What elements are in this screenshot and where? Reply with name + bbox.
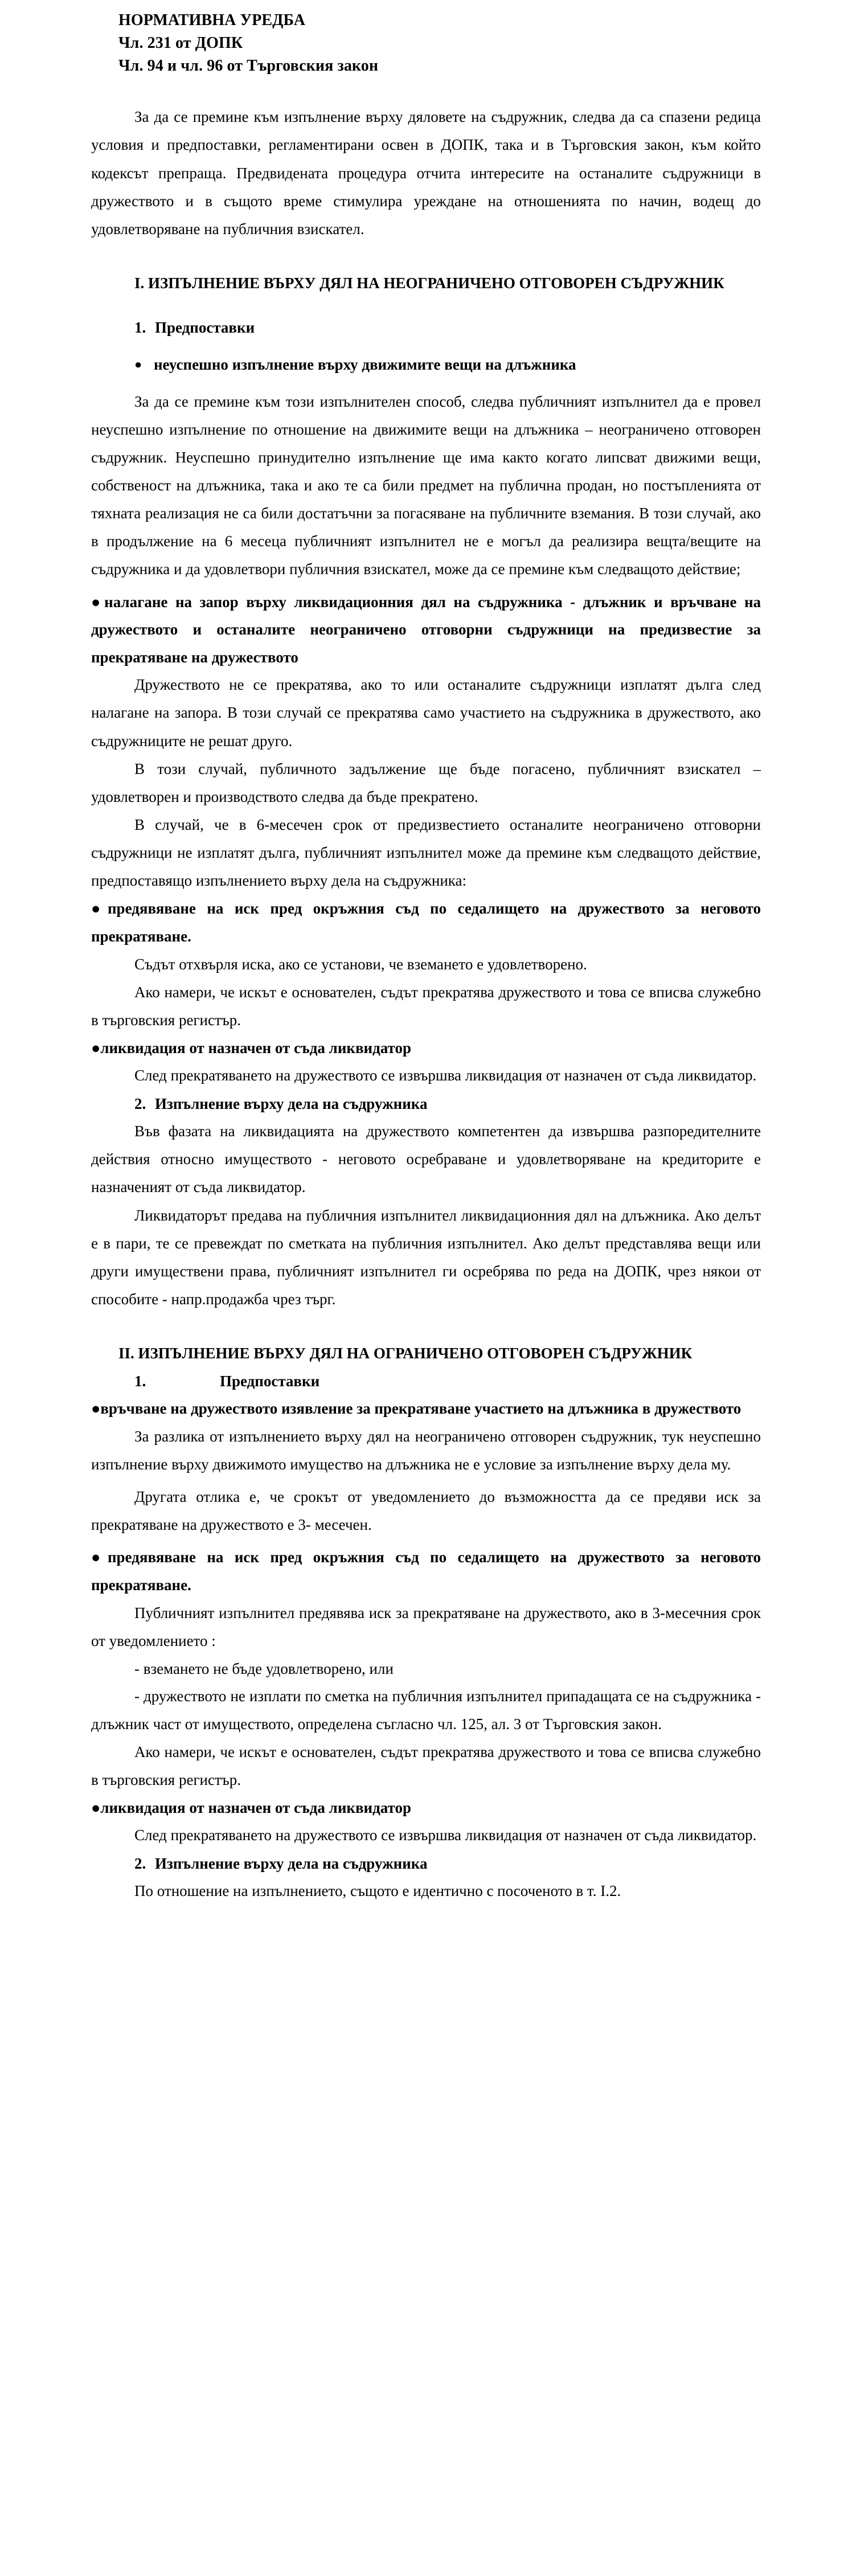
section-one-bullet-4-text: ликвидация от назначен от съда ликвидатор xyxy=(100,1039,411,1056)
section-two-sub-one-title: Предпоставки xyxy=(220,1372,320,1390)
section-one-sub-one-heading xyxy=(91,314,761,342)
spacer-before-section-two-bullet-2 xyxy=(91,1539,761,1543)
section-one-bullet-3-text: предявяване на иск пред окръжния съд по седалището на дружеството за неговото прекратяване. xyxy=(91,900,761,945)
section-one-para-3a: Съдът отхвърля иска, ако се установи, че вземането е удовлетворено. xyxy=(134,955,587,973)
section-two-bullet-1 xyxy=(91,1395,761,1423)
section-one-bullet-2 xyxy=(91,588,761,671)
document-title-article-94-96: Чл. 94 и чл. 96 от Търговския закон xyxy=(118,56,379,75)
section-two-para-after-dashes: Ако намери, че искът е основателен, съдът прекратява дружеството и това се вписва служебно в търговския регистър. xyxy=(91,1743,761,1788)
bullet-icon: ● xyxy=(134,357,142,372)
section-two-sub-two-para: По отношение на изпълнението, същото е идентично с посоченото в т. I.2. xyxy=(134,1882,621,1900)
bullet-icon: ● xyxy=(91,1400,101,1418)
section-one-sub-two-para-b: Ликвидаторът предава на публичния изпълнител ликвидационния дял на длъжника. Ако делът е в пари, те се превеждат по сметката на публичния изпълнител. Ако делът представлява вещи или други имуществени права, публичният изпълнител ги осребрява по реда на ДОПК, чрез някои от способите - напр.продажба чрез търг. xyxy=(91,1206,761,1308)
section-one-bullet-4 xyxy=(91,1034,761,1062)
section-one-sub-two-title: Изпълнение върху дела на съдружника xyxy=(155,1095,428,1112)
section-two-bullet-1-text: връчване на дружеството изявление за прекратяване участието на длъжника в дружеството xyxy=(100,1400,742,1418)
document-title-normative: НОРМАТИВНА УРЕДБА xyxy=(118,11,306,29)
section-one-sub-one-title: Предпоставки xyxy=(155,319,255,337)
bullet-icon: ● xyxy=(91,1799,101,1816)
section-one-bullet-3 xyxy=(91,895,761,950)
section-one-para-2b: В този случай, публичното задължение ще бъде погасено, публичният взискател – удовлетворен и производството следва да бъде прекратено. xyxy=(91,760,761,805)
spacer-before-bullet-2 xyxy=(91,584,761,588)
section-two-para-3: След прекратяването на дружеството се извършва ликвидация от назначен от съда ликвидатор. xyxy=(134,1826,757,1844)
section-two-bullet-3-text: ликвидация от назначен от съда ликвидатор xyxy=(100,1799,411,1816)
section-one-para-4: След прекратяването на дружеството се извършва ликвидация от назначен от съда ликвидатор. xyxy=(134,1067,757,1084)
section-two-sub-one-number: 1. xyxy=(134,1372,146,1390)
section-one-para-3b: Ако намери, че искът е основателен, съдът прекратява дружеството и това се вписва служебно в търговския регистър. xyxy=(91,983,761,1029)
document-body xyxy=(91,7,761,1905)
spacer-after-bullet-1 xyxy=(91,379,761,388)
section-one-bullet-1 xyxy=(91,351,761,379)
section-two-sub-two-heading xyxy=(91,1850,761,1878)
section-two-para-1a: За разлика от изпълнението върху дял на неограничено отговорен съдружник, тук неуспешно изпълнение върху движимото имущество на длъжника не е условие за изпълнение върху дела му. xyxy=(91,1427,761,1473)
section-one-bullet-1-text: неуспешно изпълнение върху движимите вещи на длъжника xyxy=(154,356,576,374)
title-block xyxy=(91,7,761,77)
section-two-bullet-2-text: предявяване на иск пред окръжния съд по седалището на дружеството за неговото прекратяване. xyxy=(91,1549,761,1594)
bullet-icon: ● xyxy=(91,1039,101,1056)
document-title-article-231: Чл. 231 от ДОПК xyxy=(118,34,243,52)
section-two-heading: II. ИЗПЪЛНЕНИЕ ВЪРХУ ДЯЛ НА ОГРАНИЧЕНО ОТГОВОРЕН СЪДРУЖНИК xyxy=(118,1345,693,1362)
spacer-after-title xyxy=(91,77,761,103)
bullet-icon: ● xyxy=(91,1549,108,1566)
section-two-para-1b: Другата отлика е, че срокът от уведомлението до възможността да се предяви иск за прекратяване на дружеството е 3- месечен. xyxy=(91,1488,761,1534)
section-two-sub-two-title: Изпълнение върху дела на съдружника xyxy=(155,1854,428,1872)
section-two-dash-item-2: - дружеството не изплати по сметка на публичния изпълнител припадащата се на съдружника - длъжник част от имуществото, определена съгласно чл. 125, ал. 3 от Търговския закон. xyxy=(91,1688,761,1733)
section-one-para-2a: Дружеството не се прекратява, ако то или останалите съдружници изплатят дълга след налагане на запора. В този случай се прекратява само участието на съдружника в дружеството, ако съдружниците не решат друго. xyxy=(91,676,761,750)
section-one-sub-two-number: 2. xyxy=(134,1095,146,1112)
intro-paragraph: За да се премине към изпълнение върху дяловете на съдружник, следва да са спазени редица условия и предпоставки, регламентирани освен в ДОПК, така и в Търговския закон, към който кодексът препраща. Предвидената процедура отчита интересите на останалите съдружници в дружеството и в същото време стимулира уреждане на отношенията по начин, водещ до удовлетворяване на публичния взискател. xyxy=(91,108,761,237)
section-one-sub-two-heading xyxy=(91,1090,761,1118)
section-one-para-after-bullet-1: За да се премине към този изпълнителен способ, следва публичният изпълнител да е провел неуспешно изпълнение по отношение на движимите вещи на длъжника – неограничено отговорен съдружник. Неуспешно принудително изпълнение ще има както когато липсват движими вещи, собственост на длъжника, така и ако те са били предмет на публична продан, но постъпленията от тяхната реализация не са били достатъчни за погасяване на публичните вземания. В този случай, ако в продължение на 6 месеца публичният изпълнител не е могъл да реализира вещта/вещите на съдружника и да удовлетвори публичния взискател, може да се премине към следващото действие; xyxy=(91,392,761,578)
section-two-sub-two-number: 2. xyxy=(134,1854,146,1872)
section-one-heading: I. ИЗПЪЛНЕНИЕ ВЪРХУ ДЯЛ НА НЕОГРАНИЧЕНО ОТГОВОРЕН СЪДРУЖНИК xyxy=(134,274,724,292)
section-two-bullet-3 xyxy=(91,1794,761,1822)
section-one-sub-two-para-a: Във фазата на ликвидацията на дружеството компетентен да извършва разпоредителните действия относно имуществото - неговото осребраване и удовлетворяване на кредиторите е назначеният от съда ликвидатор. xyxy=(91,1123,761,1196)
bullet-icon: ● xyxy=(91,900,108,918)
spacer-before-section-one xyxy=(91,243,761,269)
section-two-sub-one-heading xyxy=(91,1367,761,1395)
section-two-bullet-2 xyxy=(91,1543,761,1599)
section-one-sub-one-number: 1. xyxy=(134,319,146,337)
section-two-para-2: Публичният изпълнител предявява иск за прекратяване на дружеството, ако в 3-месечния срок от уведомлението : xyxy=(91,1604,761,1649)
spacer-before-section-two xyxy=(91,1313,761,1340)
spacer-before-bullet-1 xyxy=(91,342,761,351)
spacer-mid-section-two xyxy=(91,1479,761,1483)
bullet-icon: ● xyxy=(91,593,105,611)
section-one-bullet-2-text: налагане на запор върху ликвидационния дял на съдружника - длъжник и връчване на дружеството и останалите неограничено отговорни съдружници на предизвестие за прекратяване на дружеството xyxy=(91,593,761,666)
spacer-after-section-one-heading xyxy=(91,297,761,314)
section-one-para-2c: В случай, че в 6-месечен срок от предизвестието останалите неограничено отговорни съдружници не изплатят дълга, публичният изпълнител може да премине към следващото действие, предпоставящо изпълнението върху дела на съдружника: xyxy=(91,816,761,890)
section-two-dash-item-1: - взeмането не бъде удовлетворено, или xyxy=(134,1660,394,1677)
